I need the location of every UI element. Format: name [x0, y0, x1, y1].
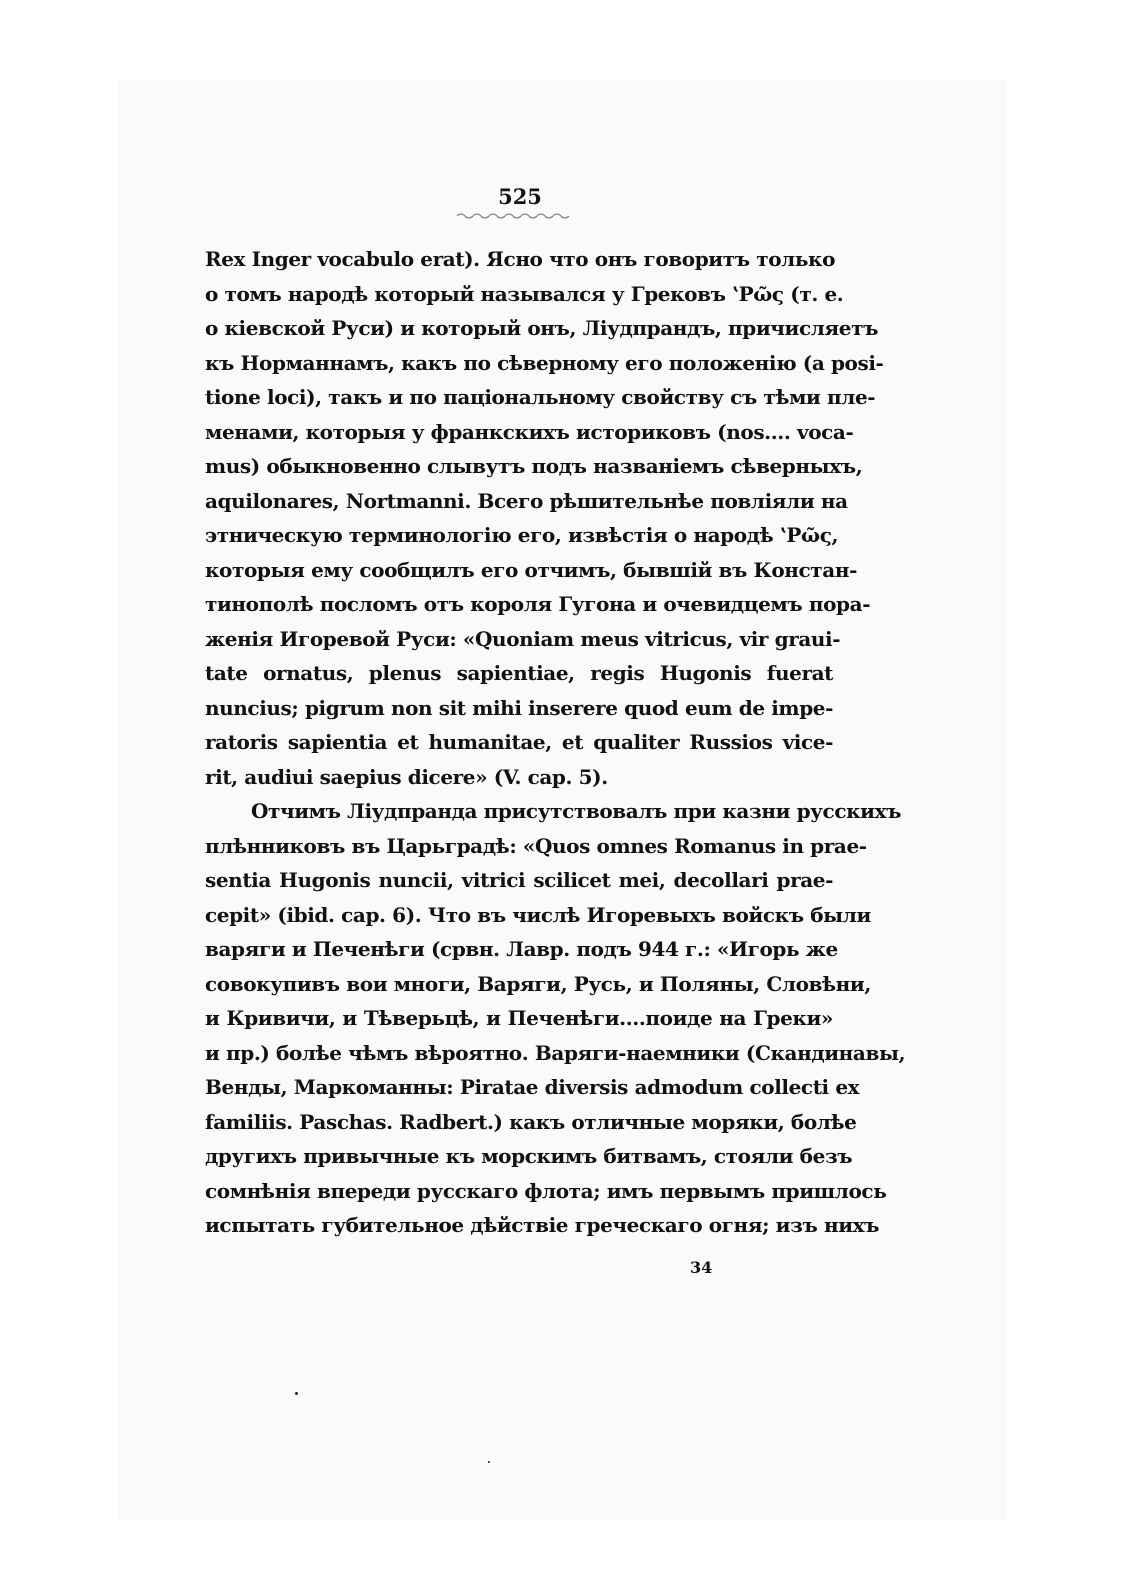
text-line: ratoris sapientia et humanitae, et qualiter Russios vice-	[205, 730, 833, 754]
text-line: aquilonares, Nortmanni. Всего рѣшительнѣе повліяли на	[205, 488, 848, 513]
text-line: cepit» (ibid. cap. 6). Что въ числѣ Игоревыхъ войскъ были	[205, 902, 871, 927]
text-line: тинополѣ посломъ отъ короля Гугона и очевидцемъ пора-	[205, 592, 871, 616]
text-line: familiis. Paschas. Radbert.) какъ отличные моряки, болѣе	[205, 1109, 857, 1134]
text-line: tione loci), такъ и по паціональному свойству съ тѣми пле-	[205, 385, 876, 409]
text-line-indented: Отчимъ Ліудпранда присутствовалъ при казни русскихъ	[251, 799, 902, 823]
text-line: Rex Inger vocabulo erat). Ясно что онъ говоритъ только	[205, 247, 836, 271]
text-line: испытать губительное дѣйствіе греческаго огня; изъ нихъ	[205, 1213, 880, 1237]
text-line: къ Норманнамъ, какъ по сѣверному его положенію (a posi-	[205, 350, 884, 375]
text-line: и Кривичи, и Тѣверьцѣ, и Печенѣги....поиде на Греки»	[205, 1006, 833, 1030]
text-line: rit, audiui saepius dicere» (V. cap. 5).	[205, 764, 608, 789]
signature-mark: 34	[690, 1258, 713, 1277]
text-line: о кіевской Руси) и который онъ, Ліудпрандъ, причисляетъ	[205, 316, 879, 340]
text-line: и пр.) болѣе чѣмъ вѣроятно. Варяги-наемники (Скандинавы,	[205, 1040, 906, 1065]
page-number: 525	[498, 184, 542, 209]
text-line: sentia Hugonis nuncii, vitrici scilicet mei, decollari prae-	[205, 868, 833, 892]
text-line: nuncius; pigrum non sit mihi inserere quod eum de impe-	[205, 695, 833, 720]
text-line: о томъ народѣ который назывался у Грековъ ʽPῶς (т. е.	[205, 281, 844, 306]
text-line: варяги и Печенѣги (срвн. Лавр. подъ 944 г.: «Игорь же	[205, 937, 838, 961]
text-line: Венды, Маркоманны: Piratae diversis admodum collecti ex	[205, 1075, 860, 1099]
paper-speck	[295, 1392, 298, 1395]
text-line: tate ornatus, plenus sapientiae, regis Hugonis fuerat	[205, 661, 833, 685]
text-line: mus) обыкновенно слывутъ подъ названіемъ сѣверныхъ,	[205, 454, 863, 478]
text-line: совокупивъ вои многи, Варяги, Русь, и Поляны, Словѣни,	[205, 971, 871, 996]
text-line: плѣнниковъ въ Царьградѣ: «Quos omnes Romanus in prae-	[205, 833, 867, 858]
text-line: менами, которыя у франкскихъ историковъ (nos.... voca-	[205, 419, 854, 444]
body-text	[205, 242, 906, 1243]
text-line: другихъ привычные къ морскимъ битвамъ, стояли безъ	[205, 1144, 853, 1168]
text-line: сомнѣнія впереди русскаго флота; имъ первымъ пришлось	[205, 1178, 887, 1203]
paper-speck	[488, 1461, 490, 1463]
text-line: женія Игоревой Руси: «Quoniam meus vitricus, vir grauі-	[205, 626, 841, 651]
text-line: которыя ему сообщилъ его отчимъ, бывшій въ Констан-	[205, 557, 857, 582]
text-line: этническую терминологію его, извѣстія о народѣ ʽPῶς,	[205, 523, 839, 547]
decorative-rule	[455, 210, 573, 220]
